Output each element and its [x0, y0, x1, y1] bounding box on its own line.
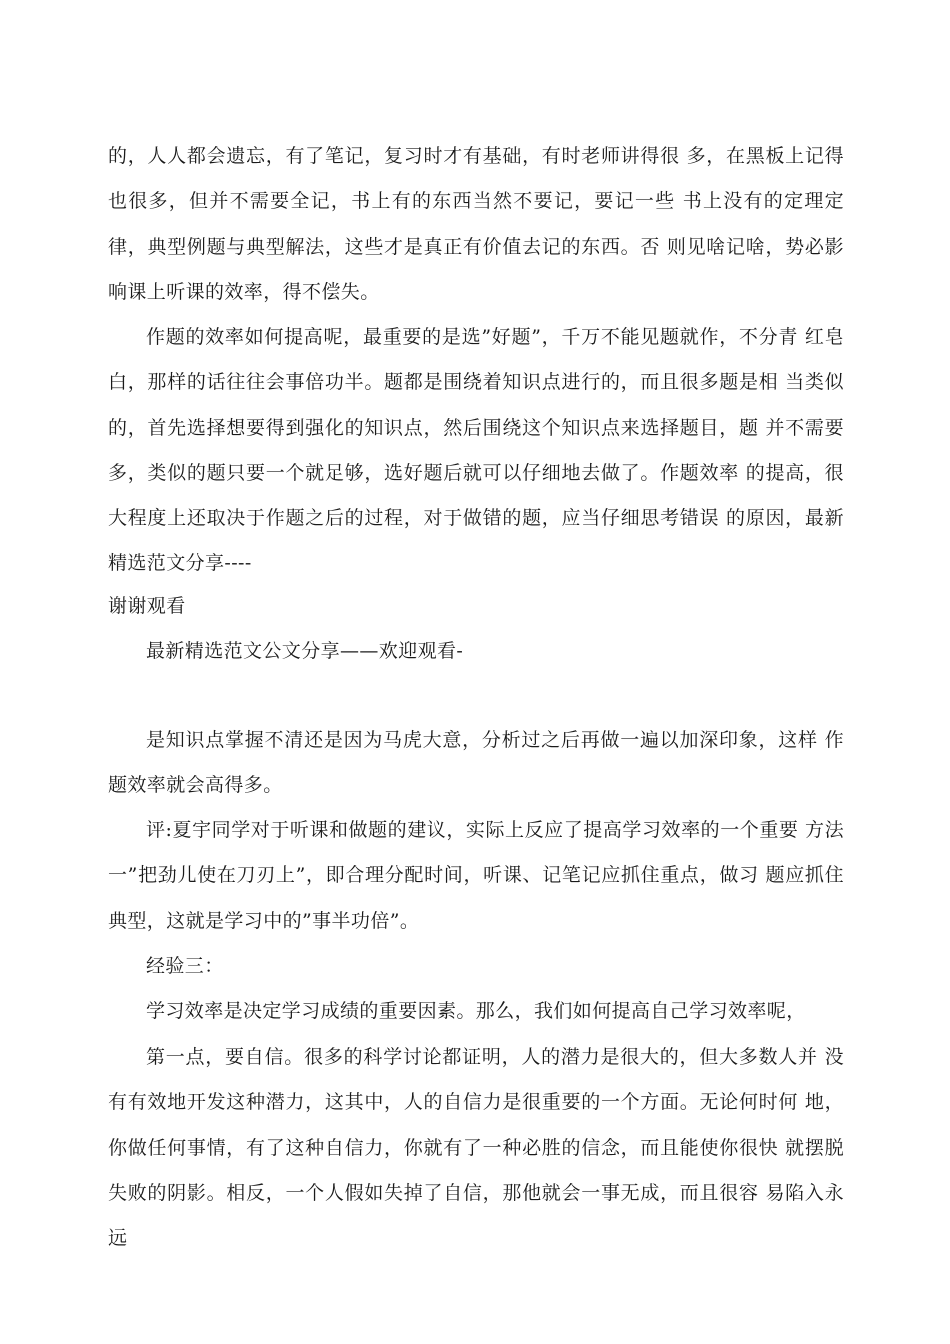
paragraph-efficiency-intro: 学习效率是决定学习成绩的重要因素。那么，我们如何提高自己学习效率呢，	[146, 1000, 806, 1022]
paragraph-self-confidence: 第一点，要自信。很多的科学讨论都证明，人的潜力是很大的，但大多数人并 没有有效地开发这种潜力，这其中，人的自信力是很重要的一个方面。无论何时何 地，你做任何事情，有了这种自信力，你就有了一种必胜的信念，而且能使你很快 就摆脱失败的阴影。相反，一个人假如失掉了自信，那他就会一事无成，而且很容 易陷入永远	[108, 1046, 844, 1250]
section-heading-experience-three: 经验三：	[146, 955, 224, 977]
thanks-line: 谢谢观看	[108, 595, 186, 617]
paragraph-commentary: 评:夏宇同学对于听课和做题的建议，实际上反应了提高学习效率的一个重要 方法一”把劲儿使在刀刃上”，即合理分配时间，听课、记笔记应抓住重点，做习 题应抓住典型，这就是学习中的”事半功倍”。	[108, 819, 844, 932]
paragraph-note-taking: 的，人人都会遗忘，有了笔记，复习时才有基础，有时老师讲得很 多，在黑板上记得也很多，但并不需要全记，书上有的东西当然不要记，要记一些 书上没有的定理定律，典型例题与典型解法，这些才是真正有价值去记的东西。否 则见啥记啥，势必影响课上听课的效率，得不偿失。	[108, 145, 844, 303]
share-banner-line: 最新精选范文公文分享——欢迎观看-	[146, 640, 464, 662]
paragraph-problem-efficiency: 作题的效率如何提高呢，最重要的是选”好题”，千万不能见题就作，不分青 红皂白，那样的话往往会事倍功半。题都是围绕着知识点进行的，而且很多题是相 当类似的，首先选择想要得到强化的知识点，然后围绕这个知识点来选择题目，题 并不需要多，类似的题只要一个就足够，选好题后就可以仔细地去做了。作题效率 的提高，很大程度上还取决于作题之后的过程，对于做错的题，应当仔细思考错误 的原因，最新精选范文分享----	[108, 326, 844, 575]
paragraph-error-analysis: 是知识点掌握不清还是因为马虎大意，分析过之后再做一遍以加深印象，这样 作题效率就会高得多。	[108, 729, 844, 797]
